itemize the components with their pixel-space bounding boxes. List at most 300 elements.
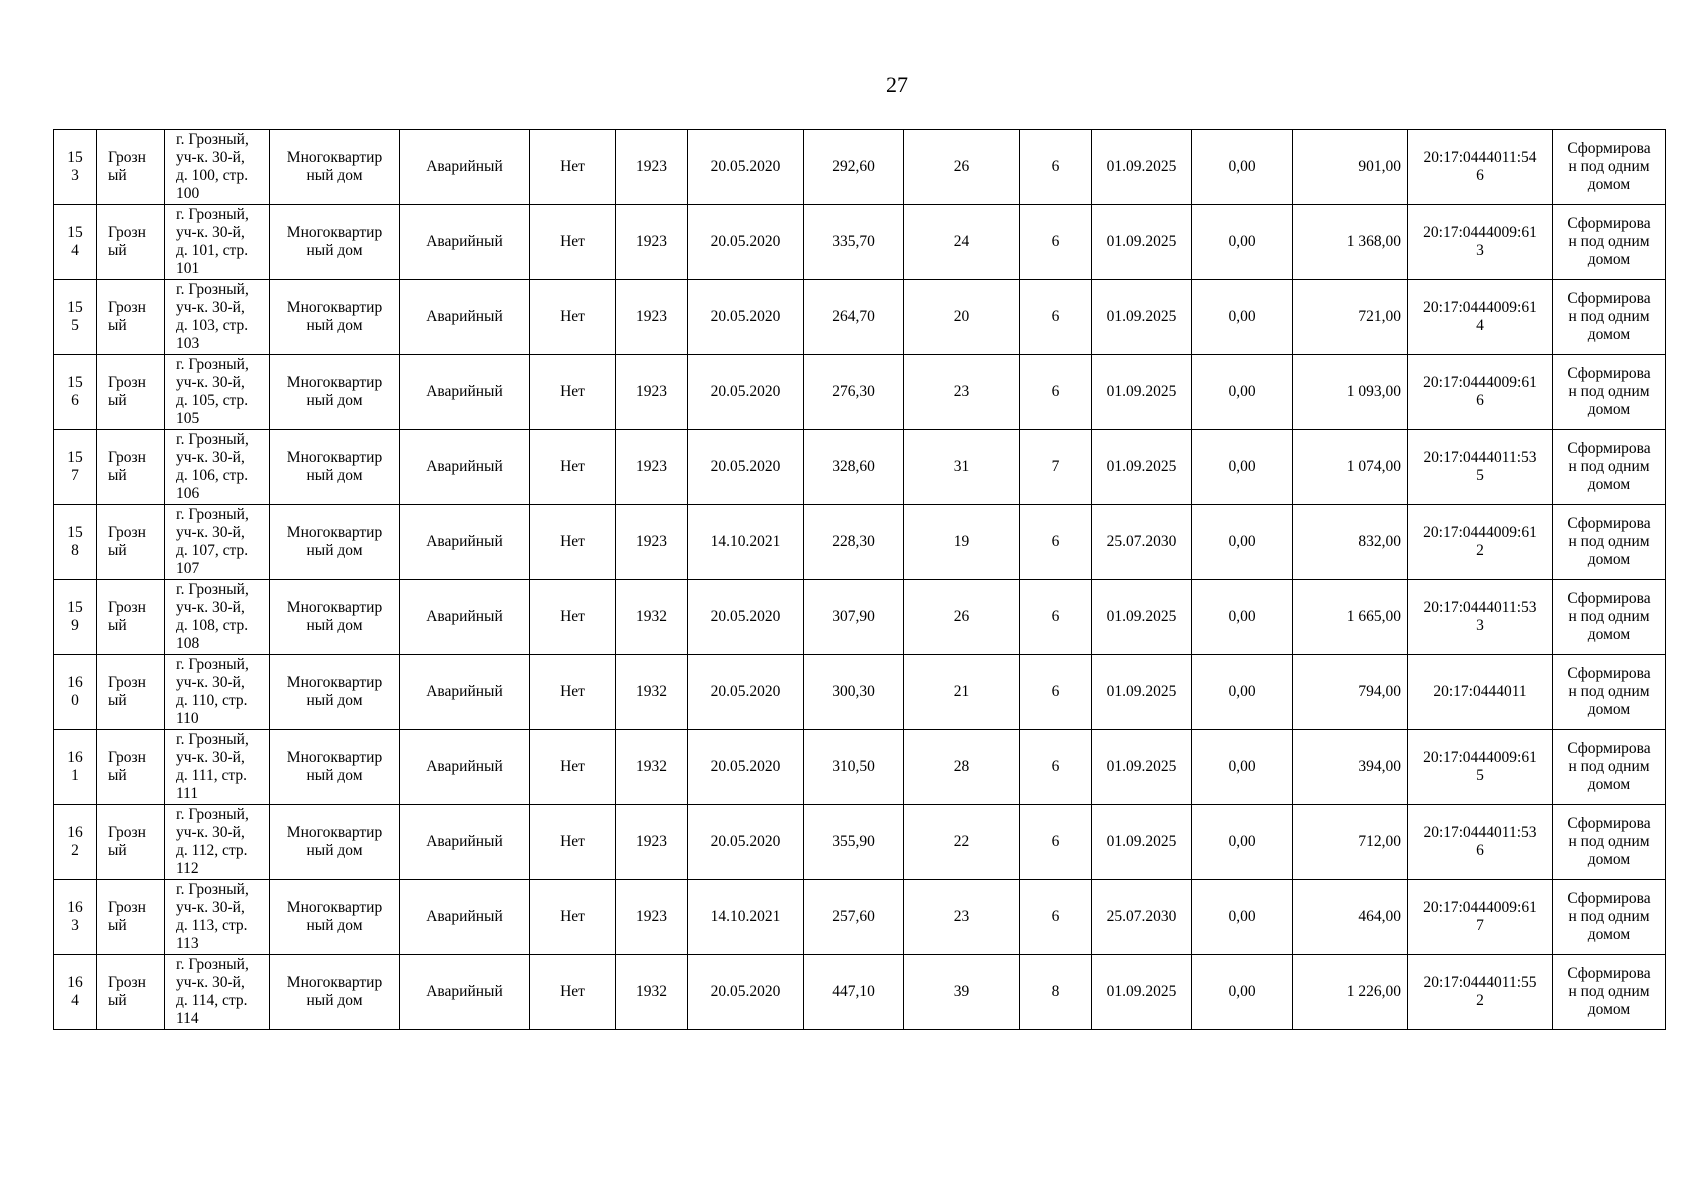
table-row (54, 655, 1666, 730)
cadastral-number-cell-line: 2 (1476, 992, 1484, 1009)
address-cell (165, 880, 270, 955)
row-number-cell (54, 130, 97, 205)
area-cell-line: 335,70 (832, 233, 875, 250)
status-cell-line: Аварийный (426, 908, 503, 925)
cadastral-number-cell-line: 6 (1476, 167, 1484, 184)
land-area-cell-line: 794,00 (1358, 683, 1401, 700)
address-cell-line: уч-к. 30-й, (176, 599, 245, 616)
building-type-cell (270, 655, 400, 730)
city-cell-line: Грозн (108, 899, 146, 916)
apartments-cell (1020, 355, 1092, 430)
cadastral-number-cell-line: 4 (1476, 317, 1484, 334)
apartments-cell (1020, 130, 1092, 205)
city-cell-line: Грозн (108, 749, 146, 766)
recognition-date-cell (688, 355, 804, 430)
recognition-date-cell (688, 505, 804, 580)
cadastral-number-cell (1408, 805, 1553, 880)
note-cell-line: домом (1587, 701, 1631, 718)
land-area-cell-line: 901,00 (1358, 158, 1401, 175)
row-number-cell-line: 3 (71, 917, 79, 934)
status-cell-line: Аварийный (426, 983, 503, 1000)
year-cell (616, 805, 688, 880)
city-cell (97, 580, 165, 655)
area-cell (804, 355, 904, 430)
address-cell (165, 355, 270, 430)
cadastral-number-cell (1408, 355, 1553, 430)
status-cell (400, 955, 530, 1030)
cadastral-number-cell-line: 20:17:0444009:61 (1423, 224, 1537, 241)
value-cell (1192, 355, 1293, 430)
flag-cell-line: Нет (560, 383, 585, 400)
residents-cell (904, 805, 1020, 880)
year-cell-line: 1923 (636, 458, 667, 475)
year-cell-line: 1923 (636, 233, 667, 250)
year-cell (616, 355, 688, 430)
apartments-cell-line: 6 (1051, 833, 1060, 850)
recognition-date-cell (688, 730, 804, 805)
value-cell (1192, 430, 1293, 505)
table-row (54, 430, 1666, 505)
land-area-cell (1293, 655, 1408, 730)
note-cell-line: Сформирова (1567, 890, 1651, 907)
cadastral-number-cell-line: 7 (1476, 917, 1484, 934)
address-cell-line: г. Грозный, (176, 356, 249, 373)
note-cell-line: н под одним (1568, 233, 1650, 250)
address-cell-line: уч-к. 30-й, (176, 824, 245, 841)
note-cell-line: домом (1587, 851, 1631, 868)
land-area-cell-line: 721,00 (1358, 308, 1401, 325)
row-number-cell (54, 880, 97, 955)
cadastral-number-cell-line: 20:17:0444011:55 (1423, 974, 1537, 991)
area-cell (804, 955, 904, 1030)
cadastral-number-cell-line: 20:17:0444011:53 (1423, 599, 1537, 616)
address-cell-line: д. 101, стр. (176, 242, 249, 259)
city-cell-line: ый (108, 842, 127, 859)
address-cell-line: уч-к. 30-й, (176, 749, 245, 766)
area-cell (804, 130, 904, 205)
apartments-cell (1020, 955, 1092, 1030)
building-type-cell-line: ный дом (306, 467, 363, 484)
note-cell-line: н под одним (1568, 308, 1650, 325)
residents-cell (904, 580, 1020, 655)
recognition-date-cell-line: 14.10.2021 (710, 533, 781, 550)
value-cell-line: 0,00 (1228, 833, 1256, 850)
apartments-cell-line: 6 (1051, 233, 1060, 250)
note-cell-line: Сформирова (1567, 140, 1651, 157)
address-cell-line: г. Грозный, (176, 206, 249, 223)
status-cell-line: Аварийный (426, 758, 503, 775)
note-cell (1553, 205, 1666, 280)
building-type-cell-line: ный дом (306, 917, 363, 934)
row-number-cell-line: 15 (67, 224, 83, 241)
address-cell-line: уч-к. 30-й, (176, 974, 245, 991)
row-number-cell-line: 15 (67, 374, 83, 391)
note-cell-line: н под одним (1568, 383, 1650, 400)
cadastral-number-cell (1408, 430, 1553, 505)
flag-cell (530, 805, 616, 880)
building-type-cell-line: ный дом (306, 317, 363, 334)
cadastral-number-cell-line: 20:17:0444009:61 (1423, 299, 1537, 316)
row-number-cell (54, 505, 97, 580)
year-cell-line: 1923 (636, 308, 667, 325)
recognition-date-cell (688, 205, 804, 280)
resettlement-date-cell-line: 01.09.2025 (1106, 158, 1177, 175)
flag-cell-line: Нет (560, 908, 585, 925)
address-cell (165, 580, 270, 655)
area-cell (804, 430, 904, 505)
city-cell-line: Грозн (108, 374, 146, 391)
status-cell (400, 130, 530, 205)
land-area-cell (1293, 355, 1408, 430)
resettlement-date-cell (1092, 205, 1192, 280)
residents-cell-line: 22 (953, 833, 970, 850)
land-area-cell (1293, 505, 1408, 580)
resettlement-date-cell (1092, 355, 1192, 430)
city-cell-line: Грозн (108, 824, 146, 841)
status-cell (400, 805, 530, 880)
table-row (54, 880, 1666, 955)
area-cell-line: 292,60 (832, 158, 875, 175)
status-cell (400, 205, 530, 280)
row-number-cell (54, 955, 97, 1030)
note-cell-line: Сформирова (1567, 815, 1651, 832)
address-cell-line: уч-к. 30-й, (176, 449, 245, 466)
flag-cell-line: Нет (560, 683, 585, 700)
note-cell-line: н под одним (1568, 608, 1650, 625)
apartments-cell-line: 7 (1051, 458, 1060, 475)
address-cell-line: д. 105, стр. (176, 392, 249, 409)
note-cell-line: Сформирова (1567, 440, 1651, 457)
building-type-cell (270, 880, 400, 955)
year-cell (616, 730, 688, 805)
status-cell (400, 730, 530, 805)
residents-cell (904, 205, 1020, 280)
status-cell (400, 280, 530, 355)
address-cell (165, 130, 270, 205)
cadastral-number-cell-line: 20:17:0444009:61 (1423, 374, 1537, 391)
flag-cell (530, 505, 616, 580)
address-cell-line: г. Грозный, (176, 731, 249, 748)
apartments-cell-line: 6 (1051, 908, 1060, 925)
flag-cell (530, 205, 616, 280)
note-cell-line: Сформирова (1567, 740, 1651, 757)
cadastral-number-cell-line: 20:17:0444011:53 (1423, 449, 1537, 466)
status-cell-line: Аварийный (426, 233, 503, 250)
resettlement-date-cell-line: 01.09.2025 (1106, 383, 1177, 400)
status-cell-line: Аварийный (426, 533, 503, 550)
page-number: 27 (886, 72, 908, 97)
residents-cell (904, 280, 1020, 355)
year-cell-line: 1932 (636, 608, 667, 625)
year-cell-line: 1923 (636, 833, 667, 850)
note-cell-line: н под одним (1568, 458, 1650, 475)
apartments-cell-line: 6 (1051, 533, 1060, 550)
city-cell-line: ый (108, 992, 127, 1009)
residents-cell-line: 23 (953, 908, 970, 925)
address-cell-line: уч-к. 30-й, (176, 524, 245, 541)
flag-cell-line: Нет (560, 983, 585, 1000)
building-type-cell-line: Многоквартир (286, 749, 383, 766)
flag-cell-line: Нет (560, 833, 585, 850)
residents-cell (904, 880, 1020, 955)
area-cell (804, 730, 904, 805)
row-number-cell-line: 0 (71, 692, 79, 709)
city-cell-line: Грозн (108, 524, 146, 541)
cadastral-number-cell-line: 5 (1476, 767, 1484, 784)
cadastral-number-cell-line: 20:17:0444011:54 (1423, 149, 1537, 166)
row-number-cell-line: 6 (71, 392, 79, 409)
flag-cell (530, 430, 616, 505)
cadastral-number-cell-line: 2 (1476, 542, 1484, 559)
address-cell-line: уч-к. 30-й, (176, 299, 245, 316)
resettlement-date-cell-line: 01.09.2025 (1106, 758, 1177, 775)
flag-cell-line: Нет (560, 308, 585, 325)
building-type-cell-line: ный дом (306, 542, 363, 559)
note-cell-line: н под одним (1568, 833, 1650, 850)
area-cell-line: 447,10 (832, 983, 875, 1000)
building-type-cell-line: Многоквартир (286, 149, 383, 166)
city-cell (97, 430, 165, 505)
building-type-cell-line: ный дом (306, 692, 363, 709)
city-cell (97, 655, 165, 730)
resettlement-date-cell (1092, 505, 1192, 580)
residents-cell (904, 130, 1020, 205)
cadastral-number-cell (1408, 730, 1553, 805)
row-number-cell (54, 805, 97, 880)
flag-cell (530, 955, 616, 1030)
note-cell-line: н под одним (1568, 908, 1650, 925)
address-cell-line: д. 100, стр. (176, 167, 249, 184)
address-cell-line: г. Грозный, (176, 506, 249, 523)
building-type-cell-line: Многоквартир (286, 674, 383, 691)
land-area-cell (1293, 430, 1408, 505)
address-cell-line: 101 (176, 260, 200, 277)
address-cell-line: д. 107, стр. (176, 542, 249, 559)
building-type-cell (270, 805, 400, 880)
city-cell-line: Грозн (108, 299, 146, 316)
address-cell-line: д. 111, стр. (176, 767, 247, 784)
cadastral-number-cell-line: 20:17:0444009:61 (1423, 524, 1537, 541)
apartments-cell-line: 6 (1051, 758, 1060, 775)
note-cell (1553, 280, 1666, 355)
address-cell-line: уч-к. 30-й, (176, 149, 245, 166)
note-cell-line: Сформирова (1567, 290, 1651, 307)
building-type-cell-line: ный дом (306, 167, 363, 184)
residents-cell (904, 955, 1020, 1030)
city-cell-line: ый (108, 392, 127, 409)
resettlement-date-cell-line: 01.09.2025 (1106, 233, 1177, 250)
flag-cell (530, 880, 616, 955)
address-cell (165, 730, 270, 805)
residents-cell (904, 730, 1020, 805)
building-type-cell (270, 955, 400, 1030)
row-number-cell (54, 205, 97, 280)
building-type-cell (270, 205, 400, 280)
value-cell-line: 0,00 (1228, 158, 1256, 175)
building-type-cell-line: Многоквартир (286, 299, 383, 316)
address-cell-line: д. 106, стр. (176, 467, 249, 484)
value-cell-line: 0,00 (1228, 608, 1256, 625)
city-cell-line: Грозн (108, 599, 146, 616)
address-cell-line: уч-к. 30-й, (176, 224, 245, 241)
row-number-cell (54, 580, 97, 655)
city-cell-line: Грозн (108, 149, 146, 166)
status-cell (400, 355, 530, 430)
note-cell (1553, 505, 1666, 580)
row-number-cell (54, 280, 97, 355)
year-cell-line: 1923 (636, 533, 667, 550)
row-number-cell-line: 5 (71, 317, 79, 334)
note-cell-line: Сформирова (1567, 665, 1651, 682)
address-cell-line: 113 (176, 935, 199, 952)
value-cell-line: 0,00 (1228, 908, 1256, 925)
city-cell-line: Грозн (108, 974, 146, 991)
address-cell-line: г. Грозный, (176, 431, 249, 448)
address-cell-line: д. 112, стр. (176, 842, 248, 859)
note-cell-line: домом (1587, 401, 1631, 418)
area-cell (804, 805, 904, 880)
address-cell-line: уч-к. 30-й, (176, 899, 245, 916)
area-cell (804, 580, 904, 655)
row-number-cell-line: 9 (71, 617, 79, 634)
resettlement-date-cell-line: 01.09.2025 (1106, 833, 1177, 850)
address-cell (165, 430, 270, 505)
flag-cell-line: Нет (560, 758, 585, 775)
note-cell-line: Сформирова (1567, 590, 1651, 607)
address-cell-line: 112 (176, 860, 199, 877)
note-cell-line: н под одним (1568, 983, 1650, 1000)
flag-cell (530, 730, 616, 805)
city-cell (97, 955, 165, 1030)
cadastral-number-cell-line: 6 (1476, 392, 1484, 409)
row-number-cell-line: 1 (71, 767, 79, 784)
apartments-cell-line: 6 (1051, 683, 1060, 700)
year-cell-line: 1932 (636, 983, 667, 1000)
residents-cell-line: 19 (953, 533, 970, 550)
address-cell-line: 103 (176, 335, 200, 352)
residents-cell-line: 23 (953, 383, 970, 400)
table-row (54, 580, 1666, 655)
address-cell-line: д. 110, стр. (176, 692, 248, 709)
status-cell (400, 655, 530, 730)
row-number-cell-line: 16 (67, 674, 83, 691)
address-cell (165, 655, 270, 730)
value-cell (1192, 805, 1293, 880)
value-cell (1192, 955, 1293, 1030)
row-number-cell-line: 15 (67, 449, 83, 466)
building-type-cell-line: ный дом (306, 842, 363, 859)
residents-cell-line: 26 (953, 608, 970, 625)
address-cell (165, 955, 270, 1030)
note-cell-line: домом (1587, 776, 1631, 793)
recognition-date-cell-line: 20.05.2020 (710, 608, 781, 625)
apartments-cell-line: 6 (1051, 158, 1060, 175)
recognition-date-cell-line: 20.05.2020 (710, 308, 781, 325)
value-cell-line: 0,00 (1228, 383, 1256, 400)
apartments-cell (1020, 205, 1092, 280)
building-type-cell (270, 505, 400, 580)
recognition-date-cell-line: 20.05.2020 (710, 158, 781, 175)
row-number-cell (54, 730, 97, 805)
building-type-cell-line: ный дом (306, 767, 363, 784)
table-row (54, 955, 1666, 1030)
address-cell-line: г. Грозный, (176, 956, 249, 973)
address-cell-line: уч-к. 30-й, (176, 674, 245, 691)
residents-cell-line: 20 (953, 308, 970, 325)
building-type-cell (270, 730, 400, 805)
resettlement-date-cell-line: 01.09.2025 (1106, 683, 1177, 700)
residents-cell-line: 39 (953, 983, 970, 1000)
land-area-cell-line: 1 226,00 (1346, 983, 1401, 1000)
land-area-cell-line: 1 074,00 (1346, 458, 1401, 475)
year-cell (616, 505, 688, 580)
land-area-cell (1293, 955, 1408, 1030)
value-cell (1192, 880, 1293, 955)
city-cell (97, 805, 165, 880)
recognition-date-cell (688, 955, 804, 1030)
cadastral-number-cell (1408, 280, 1553, 355)
row-number-cell-line: 15 (67, 599, 83, 616)
value-cell-line: 0,00 (1228, 758, 1256, 775)
resettlement-date-cell-line: 01.09.2025 (1106, 458, 1177, 475)
row-number-cell (54, 655, 97, 730)
residents-cell (904, 505, 1020, 580)
building-type-cell-line: ный дом (306, 242, 363, 259)
resettlement-date-cell (1092, 580, 1192, 655)
building-type-cell-line: ный дом (306, 392, 363, 409)
building-type-cell-line: Многоквартир (286, 449, 383, 466)
area-cell-line: 310,50 (832, 758, 875, 775)
address-cell (165, 280, 270, 355)
city-cell-line: ый (108, 917, 127, 934)
apartments-cell-line: 6 (1051, 308, 1060, 325)
table-row (54, 805, 1666, 880)
cadastral-number-cell (1408, 205, 1553, 280)
address-cell-line: г. Грозный, (176, 131, 249, 148)
building-type-cell-line: Многоквартир (286, 974, 383, 991)
row-number-cell-line: 3 (71, 167, 79, 184)
city-cell (97, 730, 165, 805)
city-cell-line: Грозн (108, 674, 146, 691)
recognition-date-cell (688, 880, 804, 955)
residents-cell (904, 355, 1020, 430)
status-cell-line: Аварийный (426, 833, 503, 850)
apartments-cell-line: 6 (1051, 383, 1060, 400)
land-area-cell-line: 394,00 (1358, 758, 1401, 775)
recognition-date-cell-line: 14.10.2021 (710, 908, 781, 925)
area-cell-line: 355,90 (832, 833, 875, 850)
resettlement-date-cell-line: 25.07.2030 (1106, 533, 1177, 550)
area-cell (804, 280, 904, 355)
city-cell-line: ый (108, 542, 127, 559)
year-cell (616, 430, 688, 505)
city-cell (97, 355, 165, 430)
note-cell-line: Сформирова (1567, 365, 1651, 382)
building-type-cell (270, 355, 400, 430)
city-cell-line: ый (108, 242, 127, 259)
status-cell-line: Аварийный (426, 383, 503, 400)
land-area-cell-line: 832,00 (1358, 533, 1401, 550)
value-cell-line: 0,00 (1228, 308, 1256, 325)
cadastral-number-cell-line: 6 (1476, 842, 1484, 859)
area-cell (804, 880, 904, 955)
city-cell-line: ый (108, 317, 127, 334)
cadastral-number-cell-line: 20:17:0444009:61 (1423, 749, 1537, 766)
area-cell (804, 205, 904, 280)
table-row (54, 730, 1666, 805)
apartments-cell (1020, 580, 1092, 655)
address-cell-line: г. Грозный, (176, 806, 249, 823)
